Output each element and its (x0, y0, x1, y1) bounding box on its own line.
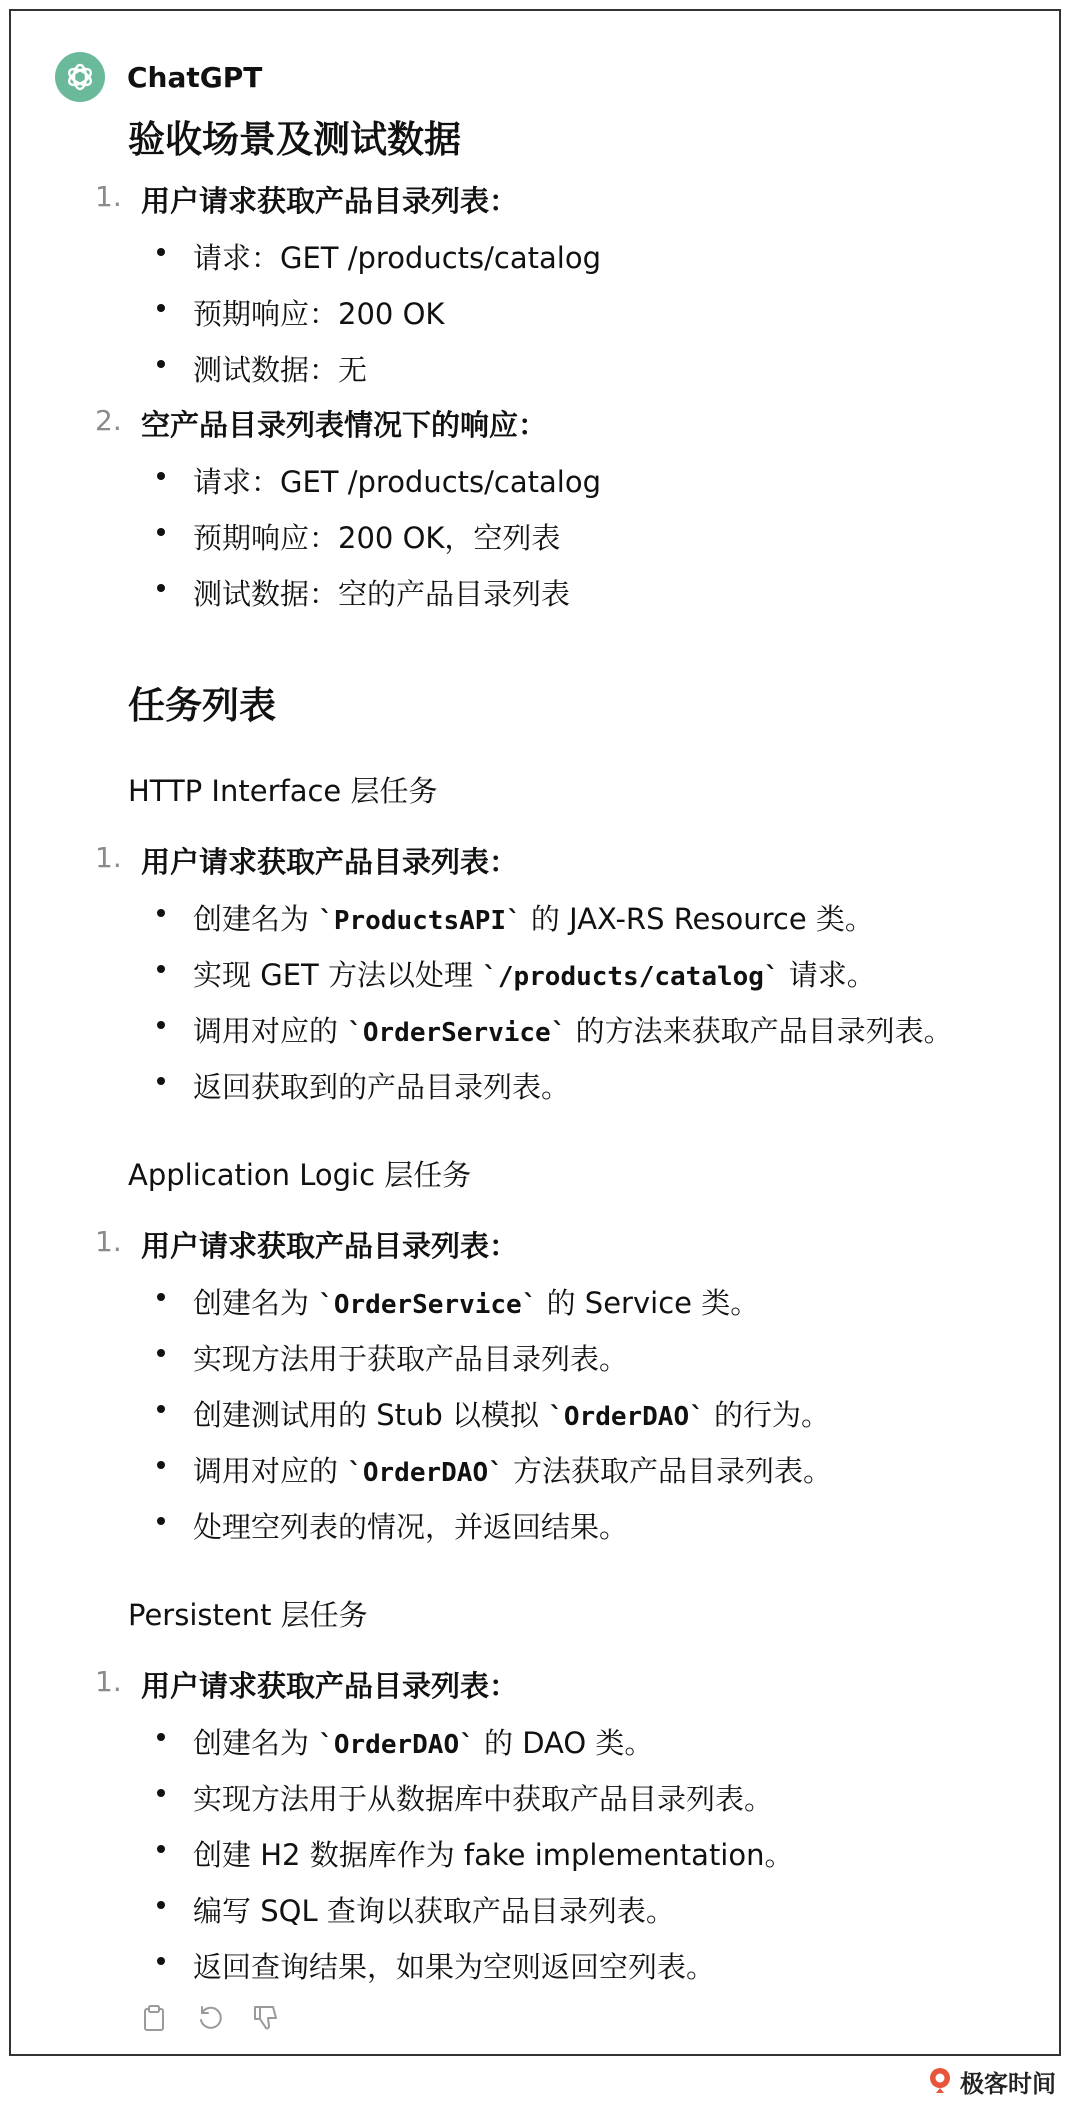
geektime-logo-icon (926, 2066, 954, 2098)
watermark (926, 2064, 1056, 2099)
list-item: 测试数据：空的产品目录列表 (157, 572, 570, 613)
list-number: 1. (95, 180, 122, 213)
persistent-subheading: Persistent 层任务 (128, 1598, 368, 1632)
message-header (55, 47, 262, 107)
list-item: 返回获取到的产品目录列表。 (157, 1065, 570, 1106)
watermark-text: 极客时间 (960, 2070, 1056, 2098)
list-item-title: 用户请求获取产品目录列表： (141, 845, 519, 879)
list-number: 1. (95, 1225, 122, 1258)
list-item: 实现方法用于获取产品目录列表。 (157, 1337, 628, 1378)
list-number: 1. (95, 841, 122, 874)
list-item: 编写 SQL 查询以获取产品目录列表。 (157, 1889, 675, 1930)
tasks-heading: 任务列表 (128, 684, 276, 727)
thumbs-down-icon[interactable] (249, 2001, 283, 2035)
app-subheading: Application Logic 层任务 (128, 1158, 472, 1192)
list-number: 1. (95, 1665, 122, 1698)
list-item: 创建名为 `OrderService` 的 Service 类。 (157, 1281, 759, 1322)
openai-logo-icon (55, 52, 105, 102)
sender-name: ChatGPT (127, 60, 263, 94)
list-item-title: 用户请求获取产品目录列表： (141, 184, 519, 218)
message-actions (137, 2001, 283, 2035)
list-item: 实现方法用于从数据库中获取产品目录列表。 (157, 1777, 773, 1818)
list-item: 调用对应的 `OrderService` 的方法来获取产品目录列表。 (157, 1009, 953, 1050)
list-item: 创建名为 `ProductsAPI` 的 JAX-RS Resource 类。 (157, 897, 874, 938)
list-item: 创建名为 `OrderDAO` 的 DAO 类。 (157, 1721, 653, 1762)
list-item: 预期响应：200 OK，空列表 (157, 516, 560, 557)
list-item: 调用对应的 `OrderDAO` 方法获取产品目录列表。 (157, 1449, 832, 1490)
list-item: 请求：GET /products/catalog (157, 460, 601, 501)
regenerate-icon[interactable] (193, 2001, 227, 2035)
list-item-title: 用户请求获取产品目录列表： (141, 1669, 519, 1703)
chat-message-frame (9, 9, 1061, 2056)
list-item-title: 空产品目录列表情况下的响应： (141, 408, 548, 442)
list-number: 2. (95, 404, 122, 437)
list-item: 实现 GET 方法以处理 `/products/catalog` 请求。 (157, 953, 876, 994)
list-item: 预期响应：200 OK (157, 292, 444, 333)
http-subheading: HTTP Interface 层任务 (128, 774, 438, 808)
list-item: 测试数据：无 (157, 348, 367, 389)
list-item: 创建测试用的 Stub 以模拟 `OrderDAO` 的行为。 (157, 1393, 830, 1434)
list-item: 返回查询结果，如果为空则返回空列表。 (157, 1945, 715, 1986)
clipboard-icon[interactable] (137, 2001, 171, 2035)
list-item: 处理空列表的情况，并返回结果。 (157, 1505, 628, 1546)
list-item: 创建 H2 数据库作为 fake implementation。 (157, 1833, 794, 1874)
list-item: 请求：GET /products/catalog (157, 236, 601, 277)
list-item-title: 用户请求获取产品目录列表： (141, 1229, 519, 1263)
acceptance-heading: 验收场景及测试数据 (128, 118, 461, 161)
